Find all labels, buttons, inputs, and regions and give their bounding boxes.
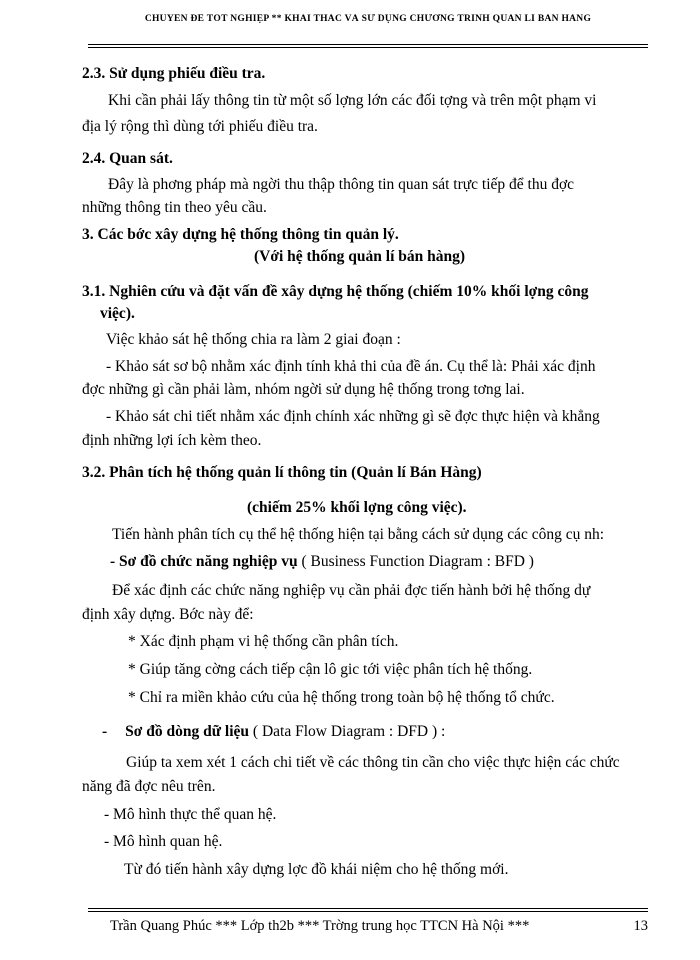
- heading-3-1: 3.1. Nghiên cứu và đặt vấn đề xây dựng hệ thống (chiếm 10% khối lợng công: [82, 283, 589, 300]
- heading-3-subtitle: (Với hệ thống quản lí bán hàng): [254, 248, 466, 265]
- heading-3: 3. Các bớc xây dựng hệ thống thông tin quản lý.: [82, 226, 399, 243]
- dfd-line: [102, 722, 674, 742]
- paragraph-line: Để xác định các chức năng nghiệp vụ cần phải đợc tiến hành bởi hệ thống dự: [112, 582, 591, 599]
- heading-3-2: 3.2. Phân tích hệ thống quản lí thông tin (Quản lí Bán Hàng): [82, 464, 482, 481]
- paragraph-line: địa lý rộng thì dùng tới phiếu điều tra.: [82, 118, 318, 135]
- heading-3-2-cont: (chiếm 25% khối lợng công việc).: [247, 499, 467, 516]
- dfd-dash: -: [102, 723, 108, 740]
- paragraph-line: năng đã đợc nêu trên.: [82, 778, 216, 795]
- paragraph-line: Giúp ta xem xét 1 cách chi tiết về các thông tin cần cho việc thực hiện các chức: [126, 754, 620, 771]
- bfd-text: ( Business Function Diagram : BFD ): [297, 553, 534, 570]
- header-rule-2: [88, 47, 648, 48]
- header-rule: [88, 44, 648, 45]
- page-header: CHUYÊN ĐỀ TỐT NGHIỆP ** KHAI THÁC VÀ SỬ DỤNG CHƯƠNG TRÌNH QUẢN LÍ BÁN HÀNG: [144, 14, 592, 24]
- paragraph-line: - Mô hình thực thể quan hệ.: [104, 806, 277, 823]
- bfd-label: - Sơ đồ chức năng nghiệp vụ: [110, 553, 298, 570]
- paragraph-line: những thông tin theo yêu cầu.: [82, 199, 267, 216]
- paragraph-line: Từ đó tiến hành xây dựng lợc đồ khái niệm cho hệ thống mới.: [124, 861, 509, 878]
- paragraph-line: Tiến hành phân tích cụ thể hệ thống hiện tại bằng cách sử dụng các công cụ nh:: [112, 526, 605, 543]
- dfd-text: ( Data Flow Diagram : DFD ) :: [249, 723, 446, 740]
- paragraph-line: định những lợi ích kèm theo.: [82, 432, 262, 449]
- paragraph-line: định xây dựng. Bớc này để:: [82, 606, 254, 623]
- dfd-label: Sơ đồ dòng dữ liệu: [125, 723, 250, 740]
- bfd-line: [110, 552, 682, 572]
- paragraph-line: - Khảo sát sơ bộ nhằm xác định tính khả thi của đề án. Cụ thể là: Phải xác định: [106, 358, 596, 375]
- heading-2-4: 2.4. Quan sát.: [82, 150, 173, 167]
- list-item: * Xác định phạm vi hệ thống cần phân tích.: [128, 633, 399, 650]
- paragraph-line: đợc những gì cần phải làm, nhóm ngời sử dụng hệ thống trong tơng lai.: [82, 381, 525, 398]
- heading-3-1-cont: việc).: [100, 305, 135, 322]
- paragraph-line: Đây là phơng pháp mà ngời thu thập thông tin quan sát trực tiếp để thu đợc: [108, 176, 575, 193]
- list-item: * Giúp tăng cờng cách tiếp cận lô gic tới việc phân tích hệ thống.: [128, 661, 533, 678]
- paragraph-line: - Mô hình quan hệ.: [104, 833, 223, 850]
- footer-rule-2: [88, 911, 648, 912]
- page-footer: Trần Quang Phúc *** Lớp th2b *** Trờng trung học TTCN Hà Nội ***: [110, 918, 530, 934]
- heading-2-3: 2.3. Sử dụng phiếu điều tra.: [82, 65, 266, 82]
- paragraph-line: Việc khảo sát hệ thống chia ra làm 2 giai đoạn :: [106, 331, 401, 348]
- page-number: 13: [633, 918, 648, 934]
- paragraph-line: - Khảo sát chi tiết nhằm xác định chính xác những gì sẽ đợc thực hiện và khẳng: [106, 408, 600, 425]
- list-item: * Chỉ ra miền khảo cứu của hệ thống trong toàn bộ hệ thống tổ chức.: [128, 689, 555, 706]
- paragraph-line: Khi cần phải lấy thông tin từ một số lợng lớn các đối tợng và trên một phạm vi: [108, 92, 597, 109]
- footer-rule: [88, 908, 648, 909]
